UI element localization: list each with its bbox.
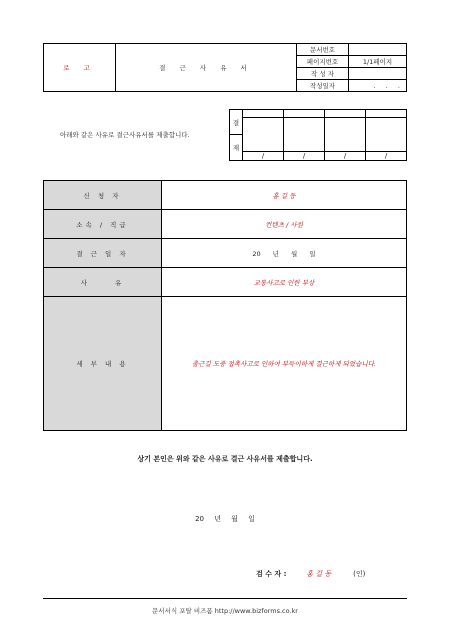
footer-divider <box>43 598 407 599</box>
meta-label-doc-number: 문서번호 <box>297 44 349 56</box>
footer-text: 문서서식 포탈 비즈폼 http://www.bizforms.co.kr <box>152 607 298 615</box>
form-value-absence-date[interactable]: 20 년 월 일 <box>162 239 407 268</box>
form-row-details <box>44 297 407 431</box>
form-value-applicant[interactable]: 홍 길 동 <box>162 181 407 210</box>
approval-title-1 <box>243 110 284 118</box>
inspector-name: 홍 길 동 <box>306 570 332 578</box>
form-value-details[interactable]: 출근길 도중 접촉사고로 인하여 부득이하게 결근하게 되었습니다. <box>162 297 407 431</box>
form-label-applicant: 신 청 자 <box>44 181 162 210</box>
approval-date-2: / <box>284 152 325 161</box>
form-label-details: 세 부 내 용 <box>44 297 162 431</box>
form-value-reason[interactable]: 교통사고로 인한 부상 <box>162 268 407 297</box>
form-label-department: 소속 / 직급 <box>44 210 162 239</box>
meta-label-page-number: 페이지번호 <box>297 56 349 68</box>
approval-title-4 <box>366 110 407 118</box>
absence-form <box>43 180 407 431</box>
inspector-label: 검 수 자 : <box>256 570 287 578</box>
approval-sign-3[interactable] <box>325 118 366 152</box>
meta-value-date: . . . <box>349 80 407 92</box>
approval-title-3 <box>325 110 366 118</box>
approval-label-top: 결 <box>230 110 243 135</box>
form-label-reason: 사 유 <box>44 268 162 297</box>
document-title: 결 근 사 유 서 <box>116 44 297 92</box>
approval-sign-2[interactable] <box>284 118 325 152</box>
form-label-absence-date: 결 근 일 자 <box>44 239 162 268</box>
meta-value-page-number: 1/1페이지 <box>349 56 407 68</box>
approval-title-2 <box>284 110 325 118</box>
document-header <box>43 43 407 92</box>
form-row-reason <box>44 268 407 297</box>
inspector-line <box>256 569 365 579</box>
submission-date: 20 년 월 일 <box>195 515 255 523</box>
logo-placeholder: 로 고 <box>44 44 116 92</box>
meta-value-author <box>349 68 407 80</box>
form-value-department[interactable]: 컨텐츠 / 사원 <box>162 210 407 239</box>
approval-date-4: / <box>366 152 407 161</box>
inspector-seal: (인) <box>353 570 366 578</box>
submission-statement: 상기 본인은 위와 같은 사유로 결근 사유서를 제출합니다. <box>137 455 313 463</box>
approval-sign-4[interactable] <box>366 118 407 152</box>
intro-text: 아래와 같은 사유로 결근사유서를 제출합니다. <box>60 131 190 139</box>
form-row-department <box>44 210 407 239</box>
form-row-applicant <box>44 181 407 210</box>
approval-label-bottom: 재 <box>230 135 243 161</box>
approval-sign-1[interactable] <box>243 118 284 152</box>
form-row-absence-date <box>44 239 407 268</box>
meta-label-date: 작성일자 <box>297 80 349 92</box>
approval-date-1: / <box>243 152 284 161</box>
meta-label-author: 작 성 자 <box>297 68 349 80</box>
meta-value-doc-number <box>349 44 407 56</box>
approval-date-3: / <box>325 152 366 161</box>
approval-box <box>229 109 407 161</box>
